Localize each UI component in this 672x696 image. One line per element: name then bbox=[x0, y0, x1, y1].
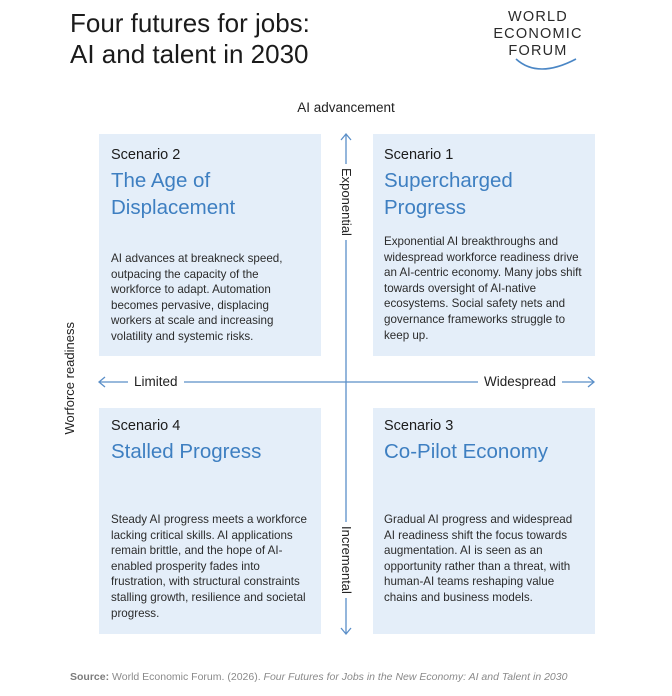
axis-arrow-left-icon bbox=[99, 377, 105, 387]
axis-arrow-down-icon bbox=[341, 628, 351, 634]
source-text: World Economic Forum. (2026). bbox=[112, 671, 261, 683]
source-label: Source: bbox=[70, 671, 110, 683]
scenario-1-name bbox=[384, 167, 513, 221]
scenario-2-name-line-1: The Age of bbox=[111, 169, 211, 192]
scenario-4-number: Scenario 4 bbox=[111, 418, 181, 434]
scenario-2-description: AI advances at breakneck speed, outpacing the capacity of the workforce to adapt. Automation becomes pervasive, displacing workers at scale and increasing volatility and systemic risks. bbox=[111, 252, 283, 343]
scenario-4-name: Stalled Progress bbox=[111, 440, 262, 463]
source-note bbox=[70, 671, 567, 683]
source-title: Four Futures for Jobs in the New Economy: AI and Talent in 2030 bbox=[263, 671, 568, 683]
axis-label-incremental: Incremental bbox=[338, 522, 354, 598]
title-line-1: Four futures for jobs: bbox=[70, 8, 310, 38]
scenario-3-name: Co-Pilot Economy bbox=[384, 440, 549, 463]
axis-label-exponential: Exponential bbox=[338, 164, 354, 240]
scenario-4-panel bbox=[99, 408, 321, 634]
axis-label-widespread: Widespread bbox=[478, 374, 562, 390]
scenario-2-name-line-2: Displacement bbox=[111, 196, 236, 219]
scenario-4-description: Steady AI progress meets a workforce lacking critical skills. AI applications remain brittle, and the hope of AI-enabled prosperity fades into frustration, with structural constraints stalling growth, resilience and societal progress. bbox=[111, 513, 307, 620]
scenario-3-panel bbox=[373, 408, 595, 634]
horizontal-axis-title: Worforce readiness bbox=[62, 322, 77, 435]
scenario-1-name-line-2: Progress bbox=[384, 196, 467, 219]
axis-arrow-up-icon bbox=[341, 134, 351, 140]
scenario-1-name-line-1: Supercharged bbox=[384, 169, 513, 192]
axis-arrow-right-icon bbox=[588, 377, 594, 387]
scenario-3-number: Scenario 3 bbox=[384, 418, 454, 434]
wef-logo bbox=[478, 9, 598, 75]
scenario-1-description: Exponential AI breakthroughs and widespread workforce readiness drive an AI-centric economy. Many jobs shift towards oversight of AI-native ecosystems. Social safety nets and governance frameworks struggle to keep up. bbox=[384, 235, 582, 342]
logo-line-3: FORUM bbox=[508, 43, 568, 59]
scenario-2-number: Scenario 2 bbox=[111, 147, 181, 163]
logo-line-2: ECONOMIC bbox=[493, 26, 583, 42]
page-title bbox=[70, 8, 450, 70]
scenario-2-name bbox=[111, 167, 235, 221]
logo-line-1: WORLD bbox=[508, 9, 568, 25]
axis-label-limited: Limited bbox=[128, 374, 184, 390]
title-line-2: AI and talent in 2030 bbox=[70, 39, 309, 69]
scenario-1-panel bbox=[373, 134, 595, 356]
scenario-3-description: Gradual AI progress and widespread AI readiness shift the focus towards augmentation. AI is seen as an opportunity rather than a threat, with human-AI teams reshaping value chains and business models. bbox=[384, 513, 573, 604]
scenario-2-panel bbox=[99, 134, 321, 356]
vertical-axis-title: AI advancement bbox=[297, 100, 395, 115]
scenario-1-number: Scenario 1 bbox=[384, 147, 454, 163]
